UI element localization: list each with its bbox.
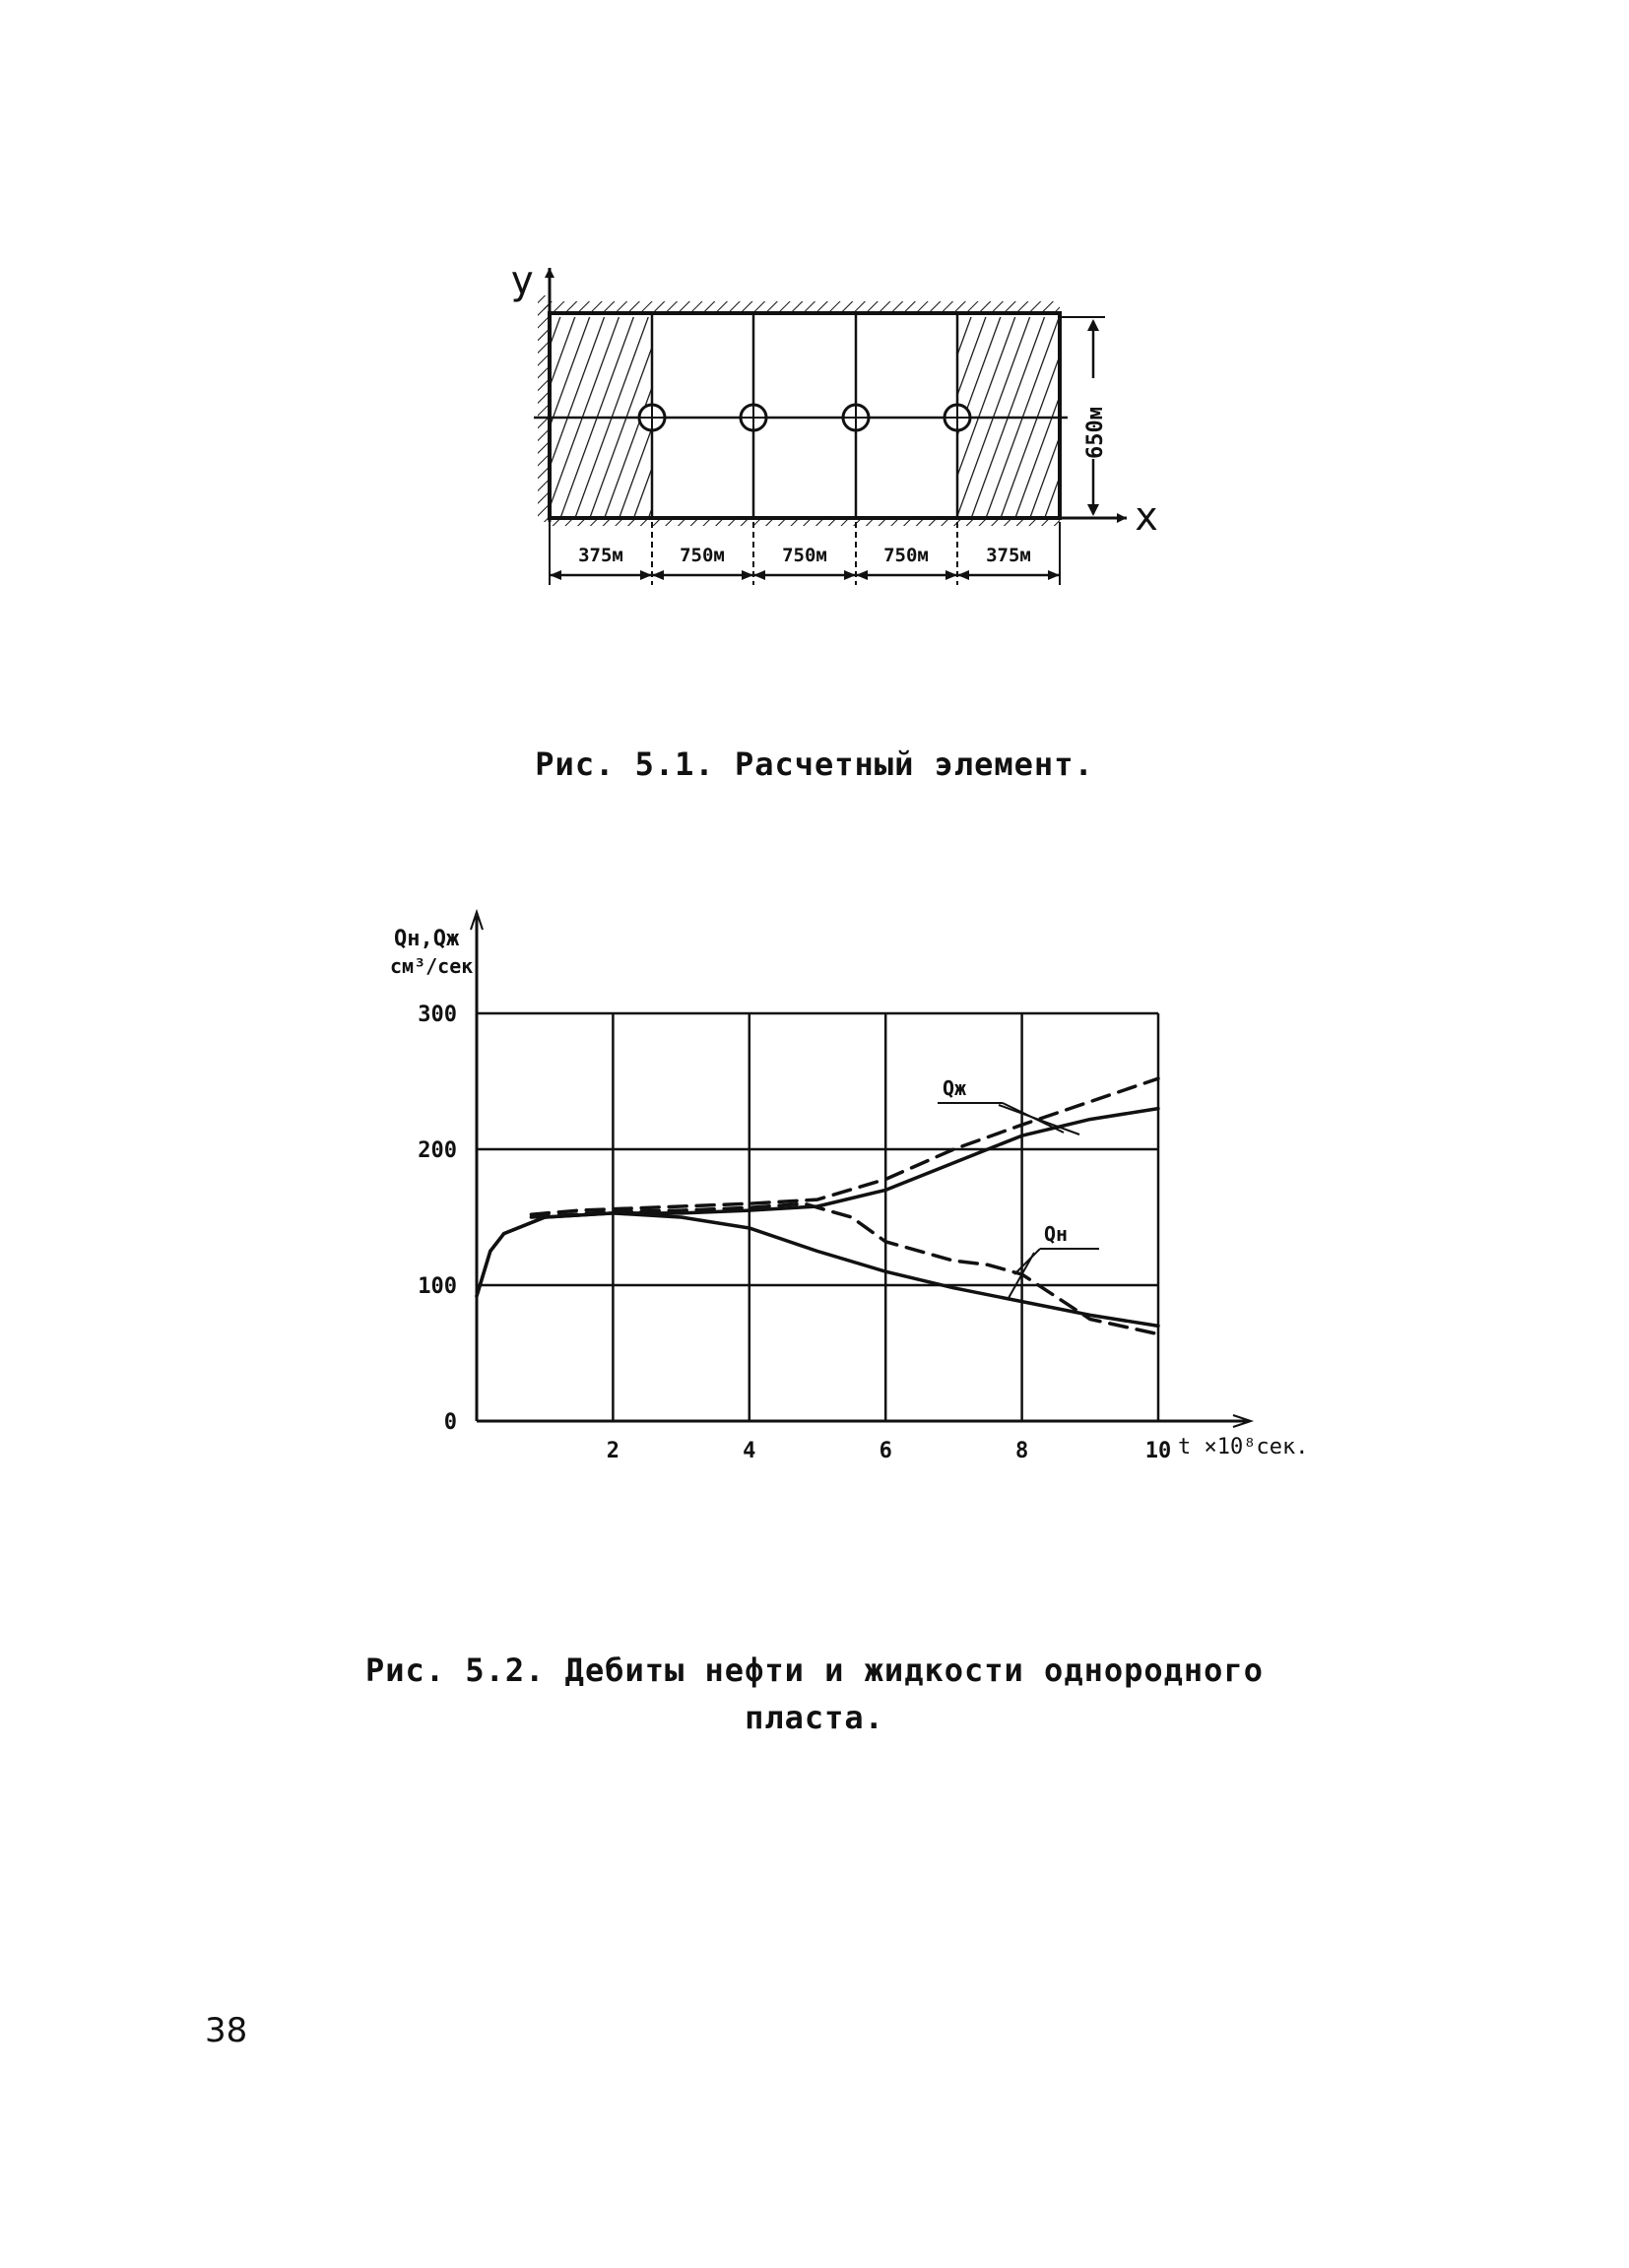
annotation-q-oil-label: Qн (1044, 1222, 1069, 1246)
well-3 (836, 398, 876, 437)
x-tick-label-2: 2 (606, 1439, 620, 1463)
x-tick-label-10: 10 (1144, 1439, 1172, 1463)
y-tick-label-100: 100 (418, 1274, 457, 1299)
height-label: 650м (1083, 407, 1108, 459)
figure-2-caption-line2: пласта. (745, 1699, 884, 1736)
chart-ylabel-line1: Qн,Qж (394, 927, 460, 951)
segment-label-3: 750м (782, 545, 827, 566)
well-2 (734, 398, 773, 437)
figure-1-caption: Рис. 5.1. Расчетный элемент. (535, 745, 1094, 783)
chart-ylabel-line2: см³/сек (390, 954, 474, 978)
chart-xlabel: t ×10⁸сек. (1178, 1435, 1309, 1459)
y-tick-label-300: 300 (418, 1003, 457, 1027)
series-line-0-solid (477, 1109, 1158, 1296)
width-dimensions (550, 522, 1060, 585)
y-tick-label-0: 0 (443, 1410, 457, 1435)
annotation-q-liquid-label: Qж (943, 1076, 967, 1100)
chart-series (477, 1078, 1158, 1334)
figure-2-chart (390, 912, 1308, 1463)
segment-label-4: 750м (883, 545, 929, 566)
segment-label-5: 375м (986, 545, 1031, 566)
segment-label-1: 375м (578, 545, 623, 566)
figure-2-caption-line1: Рис. 5.2. Дебиты нефти и жидкости однородного (365, 1652, 1264, 1689)
annotation-q-liquid (938, 1076, 1079, 1134)
page-number: 38 (205, 2011, 248, 2050)
chart-grid (477, 1013, 1158, 1421)
y-axis-label: y (510, 258, 535, 303)
chart-axes (471, 912, 1251, 1427)
figure-2-caption (0, 1647, 1629, 1741)
figure-1-diagram (510, 258, 1158, 585)
x-tick-label-8: 8 (1014, 1439, 1029, 1463)
segment-label-2: 750м (680, 545, 725, 566)
x-axis-label: x (1135, 494, 1159, 540)
x-tick-label-4: 4 (743, 1439, 756, 1463)
x-tick-label-6: 6 (879, 1439, 892, 1463)
y-tick-label-200: 200 (418, 1138, 457, 1163)
series-line-1-dashed (531, 1078, 1158, 1214)
